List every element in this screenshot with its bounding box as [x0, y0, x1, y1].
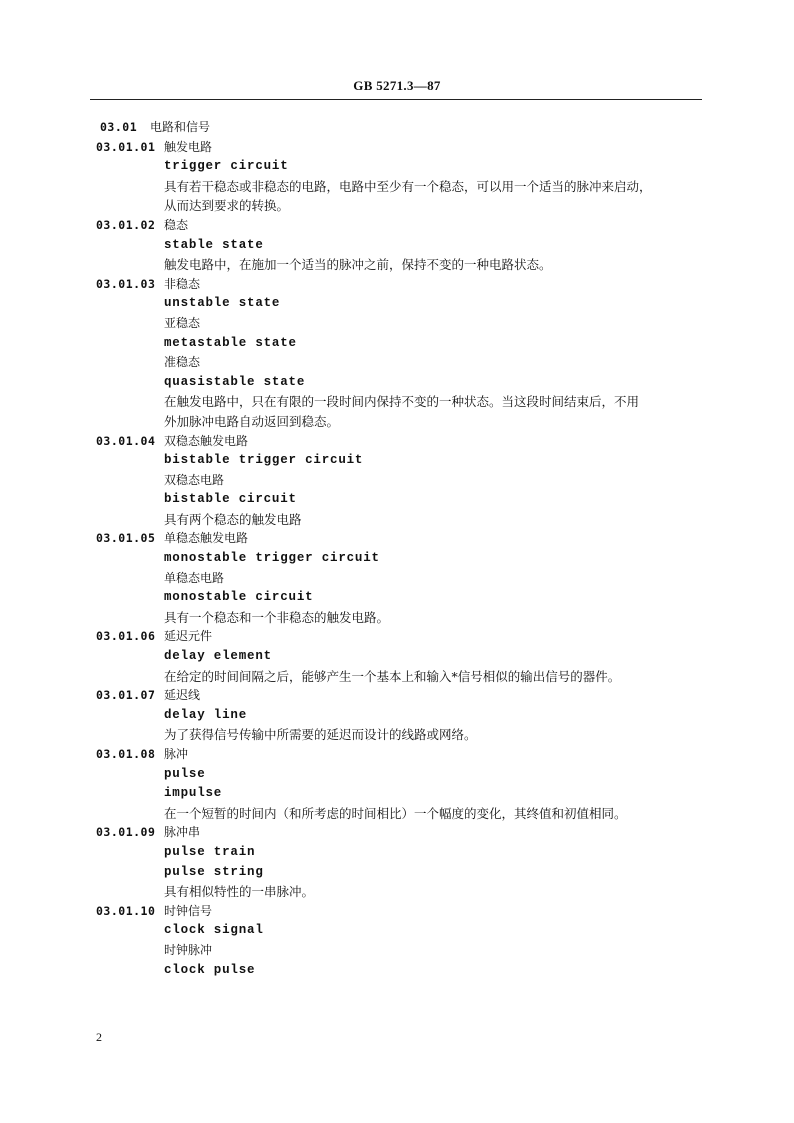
term-number: 03.01.02	[96, 217, 156, 232]
entry-line	[0, 294, 794, 314]
entry-line	[0, 451, 794, 471]
term-chinese: 稳态	[164, 217, 189, 232]
term-number: 03.01.09	[96, 825, 156, 840]
term-number: 03.01.10	[96, 903, 156, 918]
entry-line	[0, 647, 794, 667]
entry-line	[0, 588, 794, 608]
term-definition: 在给定的时间间隔之后，能够产生一个基本上和输入*信号相似的输出信号的器件。	[164, 668, 621, 684]
term-number: 03.01.03	[96, 276, 156, 291]
entry-line	[0, 784, 794, 804]
term-english: stable state	[164, 237, 264, 252]
entry-line	[0, 275, 794, 295]
entry-line	[0, 765, 794, 785]
term-definition: 具有一个稳态和一个非稳态的触发电路。	[164, 609, 390, 625]
term-number: 03.01.04	[96, 433, 156, 448]
term-chinese: 时钟脉冲	[164, 942, 213, 957]
entry-line	[0, 686, 794, 706]
entry-line	[0, 334, 794, 354]
term-number: 03.01.07	[96, 688, 156, 703]
entry-line	[0, 549, 794, 569]
entry-line	[0, 236, 794, 256]
term-english: monostable trigger circuit	[164, 551, 380, 566]
term-english: pulse string	[164, 864, 264, 879]
entry-line	[0, 392, 794, 412]
entry-line	[0, 510, 794, 530]
entry-line	[0, 177, 794, 197]
term-chinese: 亚稳态	[164, 315, 201, 330]
entry-line	[0, 216, 794, 236]
term-english: pulse train	[164, 844, 256, 859]
term-chinese: 非稳态	[164, 276, 201, 291]
term-chinese: 延迟线	[164, 688, 201, 703]
entry-line	[0, 529, 794, 549]
entry-line	[0, 608, 794, 628]
page-number: 2	[96, 1030, 102, 1044]
entry-line	[0, 667, 794, 687]
term-chinese: 单稳态触发电路	[164, 531, 249, 546]
entry-line	[0, 941, 794, 961]
entry-line	[0, 863, 794, 883]
term-definition: 具有两个稳态的触发电路	[164, 511, 302, 527]
term-definition: 在触发电路中，只在有限的一段时间内保持不变的一种状态。当这段时间结束后，不用	[164, 394, 640, 410]
term-chinese: 准稳态	[164, 355, 201, 370]
term-chinese: 延迟元件	[164, 629, 213, 644]
term-english: bistable circuit	[164, 492, 297, 507]
term-definition: 在一个短暂的时间内（和所考虑的时间相比）一个幅度的变化，其终值和初值相同。	[164, 805, 627, 821]
term-chinese: 电路和信号	[150, 120, 211, 134]
entry-line	[0, 843, 794, 863]
entry-line	[0, 157, 794, 177]
entry-line	[0, 902, 794, 922]
term-english: quasistable state	[164, 374, 306, 389]
term-chinese: 脉冲	[164, 747, 189, 761]
term-english: monostable circuit	[164, 590, 314, 605]
term-definition: 具有相似特性的一串脉冲。	[164, 884, 315, 900]
term-english: unstable state	[164, 296, 281, 311]
term-number: 03.01	[100, 120, 138, 134]
entry-line	[0, 314, 794, 334]
entry-line	[0, 373, 794, 393]
entry-line	[0, 921, 794, 941]
entry-line	[0, 432, 794, 452]
term-entries	[0, 118, 794, 980]
term-english: delay line	[164, 707, 248, 722]
term-definition: 为了获得信号传输中所需要的延迟而设计的线路或网络。	[164, 727, 477, 743]
entry-line	[0, 961, 794, 981]
term-definition: 外加脉冲电路自动返回到稳态。	[164, 413, 340, 429]
term-number: 03.01.01	[96, 139, 156, 154]
entry-line	[0, 490, 794, 510]
term-chinese: 双稳态电路	[164, 472, 225, 487]
term-chinese: 双稳态触发电路	[164, 433, 249, 448]
entry-line	[0, 569, 794, 589]
entry-line	[0, 353, 794, 373]
term-number: 03.01.06	[96, 629, 156, 644]
term-english: metastable state	[164, 335, 297, 350]
term-english: impulse	[164, 786, 223, 801]
entry-line	[0, 412, 794, 432]
term-number: 03.01.05	[96, 531, 156, 546]
entry-line	[0, 196, 794, 216]
document-header: GB 5271.3—87	[353, 78, 441, 93]
term-chinese: 时钟信号	[164, 903, 213, 918]
entry-line	[0, 627, 794, 647]
entry-line	[0, 118, 794, 138]
term-definition: 具有若干稳态或非稳态的电路，电路中至少有一个稳态，可以用一个适当的脉冲来启动，	[164, 178, 652, 194]
entry-line	[0, 255, 794, 275]
term-chinese: 脉冲串	[164, 825, 201, 840]
header-rule	[90, 99, 702, 100]
entry-line	[0, 138, 794, 158]
entry-line	[0, 471, 794, 491]
term-definition: 触发电路中，在施加一个适当的脉冲之前，保持不变的一种电路状态。	[164, 257, 552, 273]
term-english: pulse	[164, 766, 206, 781]
entry-line	[0, 823, 794, 843]
term-definition: 从而达到要求的转换。	[164, 198, 290, 214]
entry-line	[0, 725, 794, 745]
term-number: 03.01.08	[96, 747, 156, 761]
term-english: bistable trigger circuit	[164, 453, 364, 468]
term-english: delay element	[164, 649, 272, 664]
entry-line	[0, 745, 794, 765]
entry-line	[0, 706, 794, 726]
term-english: clock signal	[164, 923, 264, 938]
term-chinese: 触发电路	[164, 139, 213, 154]
entry-line	[0, 804, 794, 824]
term-english: trigger circuit	[164, 159, 289, 174]
term-english: clock pulse	[164, 962, 256, 977]
entry-line	[0, 882, 794, 902]
term-chinese: 单稳态电路	[164, 570, 225, 585]
